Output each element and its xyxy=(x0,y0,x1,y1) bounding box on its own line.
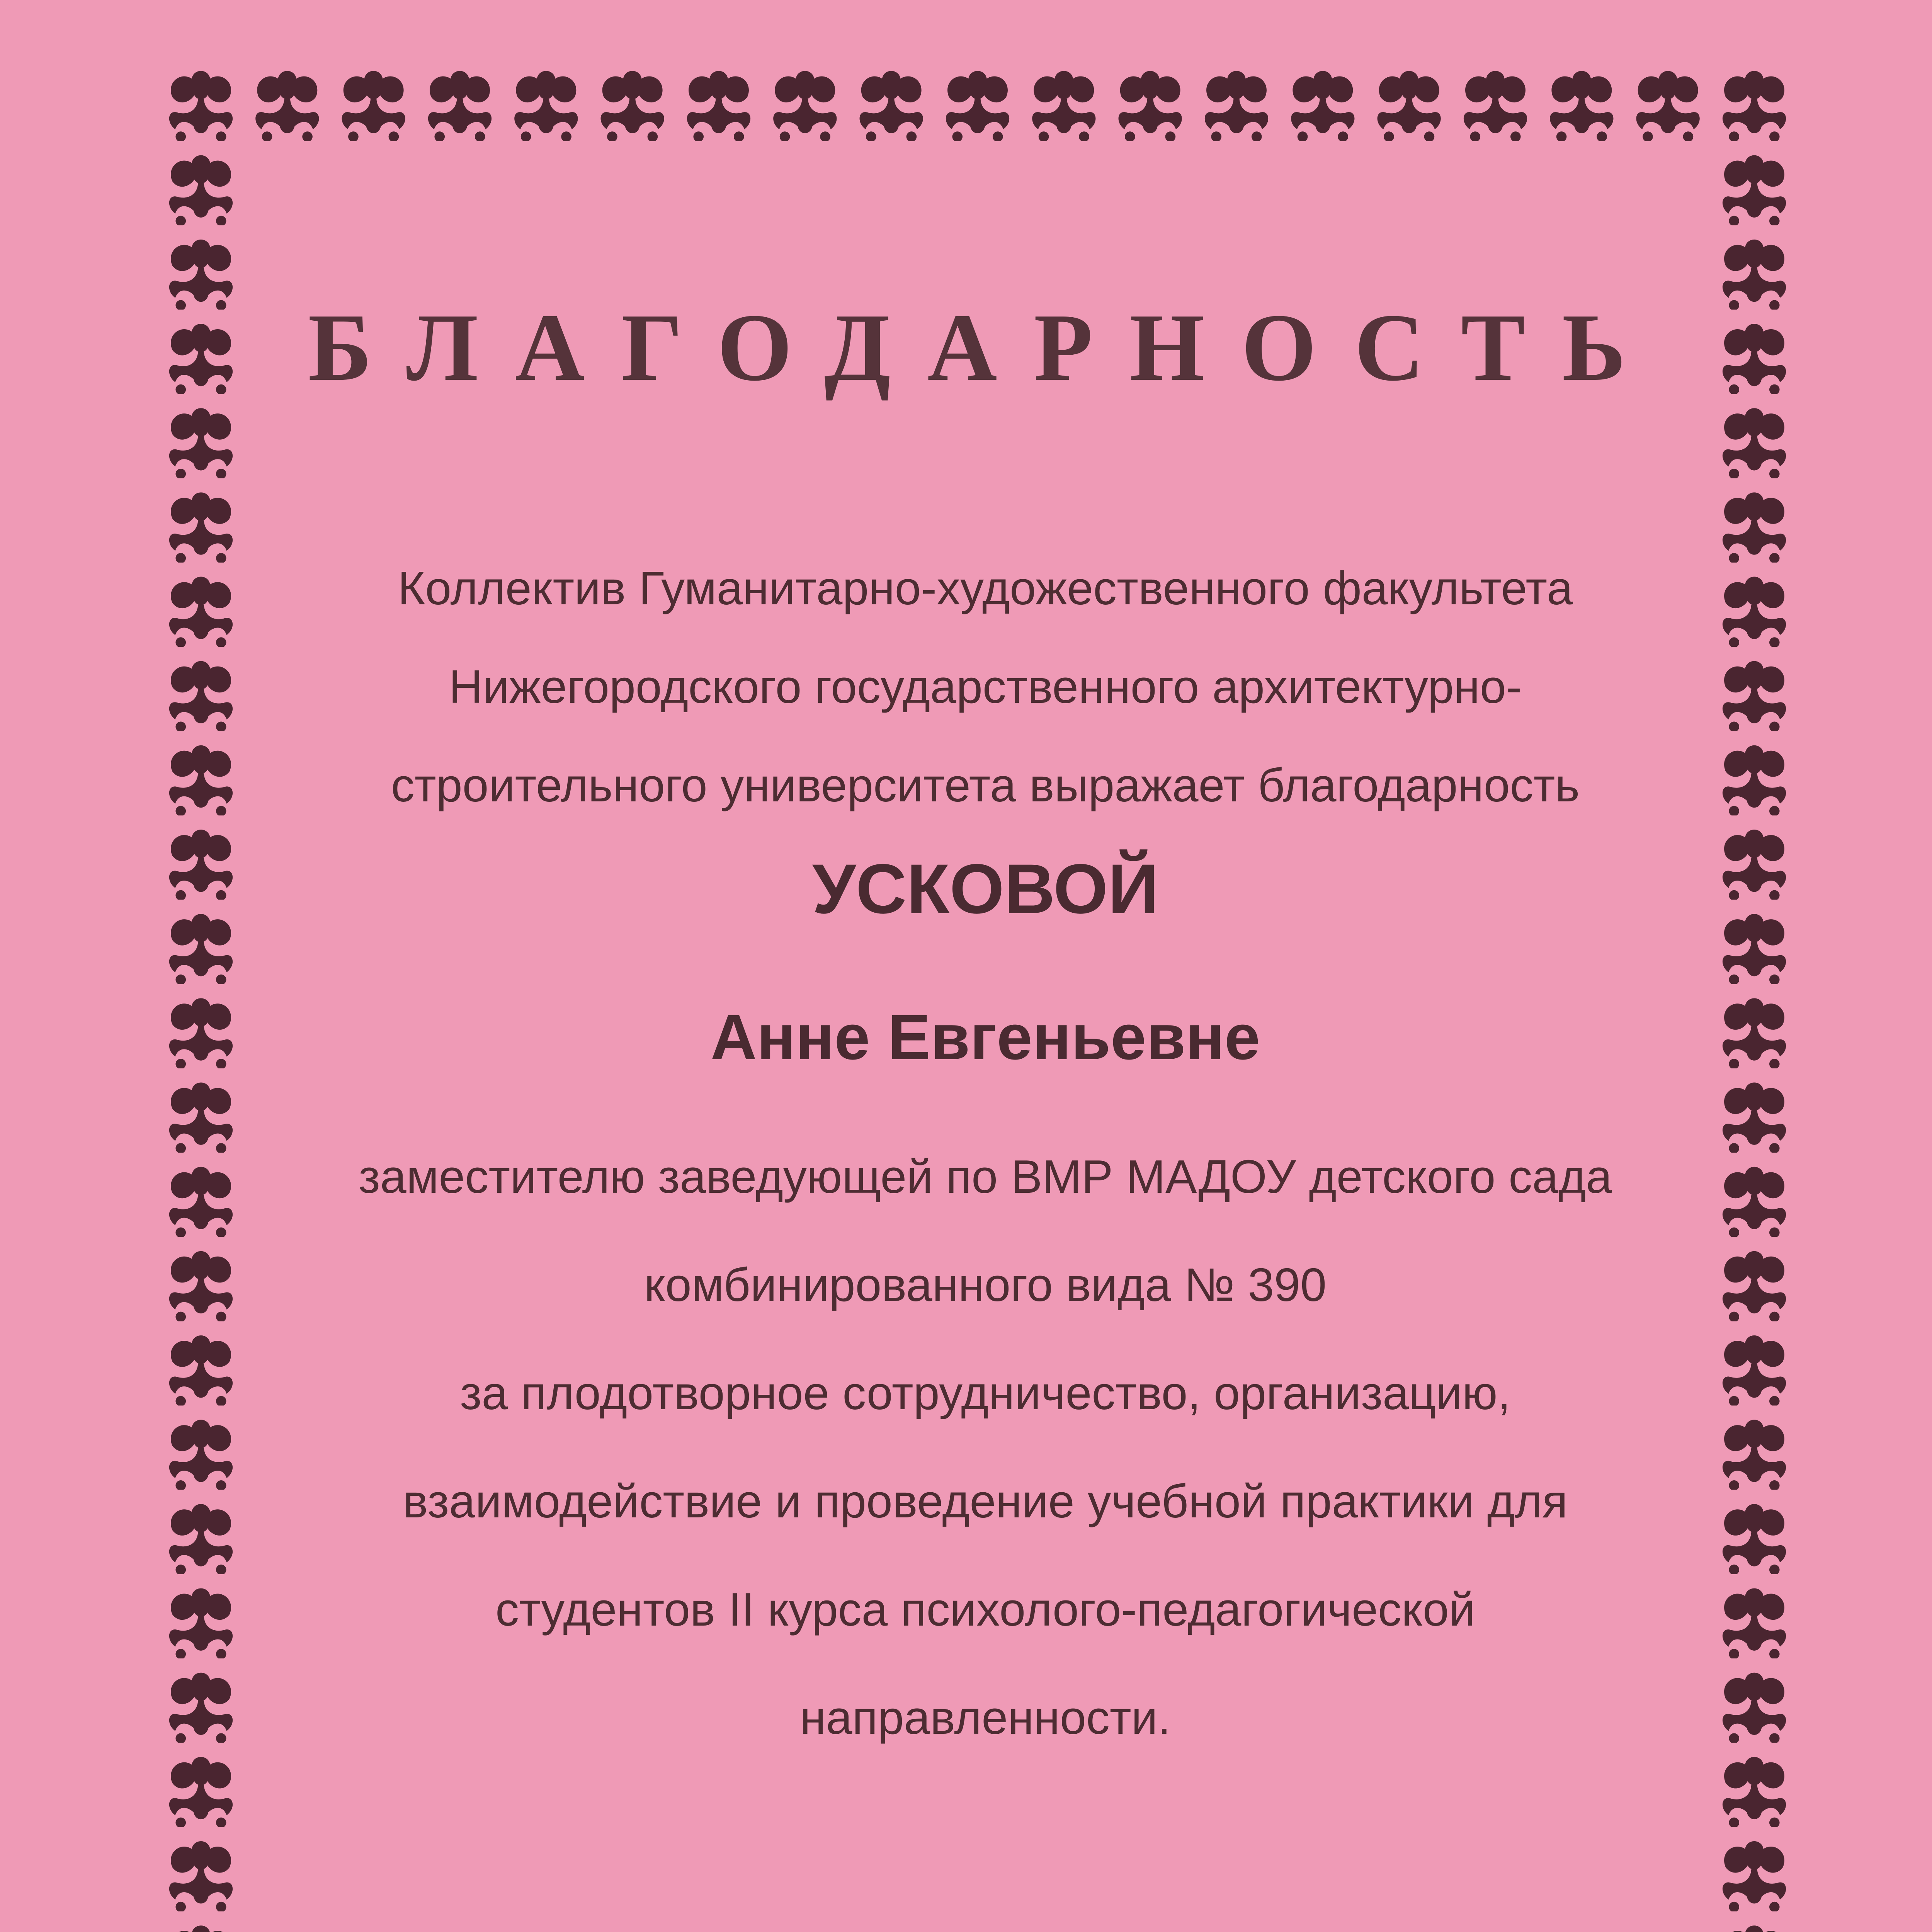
citation-line: студентов II курса психолого-педагогической xyxy=(495,1583,1475,1636)
recipient-surname: УСКОВОЙ xyxy=(812,849,1159,928)
citation-line: взаимодействие и проведение учебной практики для xyxy=(403,1475,1568,1527)
certificate-title: БЛАГОДАРНОСТЬ xyxy=(308,294,1663,401)
citation-line: заместителю заведующей по ВМР МАДОУ детского сада xyxy=(358,1150,1612,1203)
citation-paragraph xyxy=(216,1122,1754,1772)
citation-line: за плодотворное сотрудничество, организацию, xyxy=(460,1367,1511,1419)
intro-line: строительного университета выражает благодарность xyxy=(391,759,1580,811)
citation-line: комбинированного вида № 390 xyxy=(644,1259,1327,1311)
certificate-content xyxy=(216,0,1754,1932)
citation-line: направленности. xyxy=(800,1691,1171,1744)
intro-line: Коллектив Гуманитарно-художественного факультета xyxy=(398,562,1573,614)
intro-line: Нижегородского государственного архитектурно- xyxy=(449,660,1522,713)
intro-paragraph xyxy=(216,539,1754,835)
recipient-given-names: Анне Евгеньевне xyxy=(710,1002,1260,1073)
